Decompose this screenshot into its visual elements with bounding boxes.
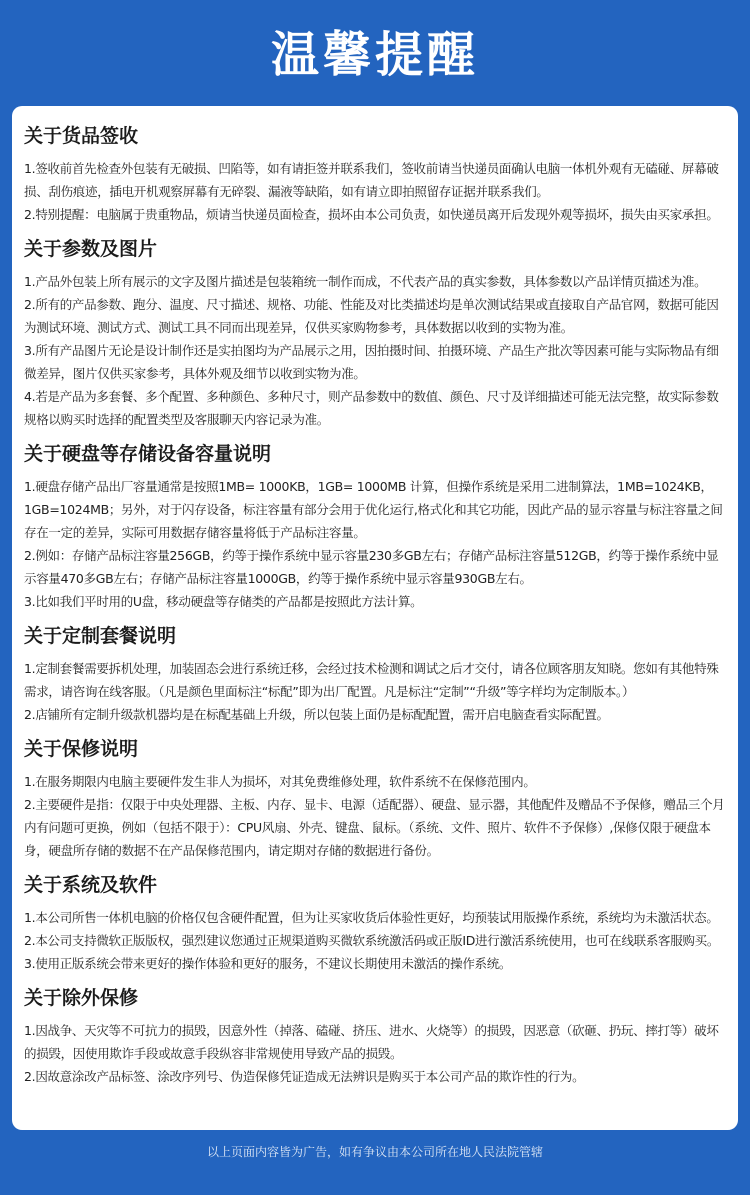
notice-section xyxy=(24,231,726,431)
section-paragraph: 2.特别提醒：电脑属于贵重物品，烦请当快递员面检查，损坏由本公司负责，如快递员离开后发现外观等损坏，损失由买家承担。 xyxy=(24,207,719,222)
section-heading: 关于除外保修 xyxy=(24,987,139,1009)
footer-disclaimer: 以上页面内容皆为广告，如有争议由本公司所在地人民法院管辖 xyxy=(206,1145,543,1159)
notice-section xyxy=(24,118,726,226)
section-paragraph: 3.比如我们平时用的U盘，移动硬盘等存储类的产品都是按照此方法计算。 xyxy=(24,594,423,609)
section-paragraph: 2.主要硬件是指：仅限于中央处理器、主板、内存、显卡、电源（适配器）、硬盘、显示器，其他配件及赠品不予保修，赠品三个月内有问题可更换，例如（包括不限于）：CPU风扇、外壳、键盘、鼠标。（系统、文件、照片、软件不予保修）,保修仅限于硬盘本身，硬盘所存储的数据不在产品保修范围内，请定期对存储的数据进行备份。 xyxy=(24,797,725,858)
notice-section xyxy=(24,731,726,862)
section-paragraph: 1.本公司所售一体机电脑的价格仅包含硬件配置，但为让买家收货后体验性更好，均预装试用版操作系统，系统均为未激活状态。 xyxy=(24,910,719,925)
section-heading: 关于保修说明 xyxy=(24,738,139,760)
section-paragraph: 2.本公司支持微软正版版权，强烈建议您通过正规渠道购买微软系统激活码或正版ID进行激活系统使用，也可在线联系客服购买。 xyxy=(24,933,720,948)
section-paragraph: 2.例如：存储产品标注容量256GB，约等于操作系统中显示容量230多GB左右；存储产品标注容量512GB，约等于操作系统中显示容量470多GB左右；存储产品标注容量1000GB，约等于操作系统中显示容量930GB左右。 xyxy=(24,548,719,586)
notice-section xyxy=(24,980,726,1088)
section-paragraph: 4.若是产品为多套餐、多个配置、多种颜色、多种尺寸，则产品参数中的数值、颜色、尺寸及详细描述可能无法完整，故实际参数规格以购买时选择的配置类型及客服聊天内容记录为准。 xyxy=(24,389,719,427)
section-paragraph: 3.所有产品图片无论是设计制作还是实拍图均为产品展示之用，因拍摄时间、拍摄环境、产品生产批次等因素可能与实际物品有细微差异，图片仅供买家参考，具体外观及细节以收到实物为准。 xyxy=(24,343,719,381)
notice-section xyxy=(24,867,726,975)
section-heading: 关于硬盘等存储设备容量说明 xyxy=(24,443,272,465)
section-paragraph: 2.店铺所有定制升级款机器均是在标配基础上升级，所以包装上面仍是标配配置，需开启电脑查看实际配置。 xyxy=(24,707,609,722)
notice-section xyxy=(24,436,726,613)
section-paragraph: 3.使用正版系统会带来更好的操作体验和更好的服务，不建议长期使用未激活的操作系统。 xyxy=(24,956,512,971)
section-paragraph: 2.所有的产品参数、跑分、温度、尺寸描述、规格、功能、性能及对比类描述均是单次测试结果或直接取自产品官网，数据可能因为测试环境、测试方式、测试工具不同而出现差异，仅供买家购物参考，具体数据以收到的实物为准。 xyxy=(24,297,719,335)
section-heading: 关于系统及软件 xyxy=(24,874,158,896)
section-paragraph: 1.签收前首先检查外包装有无破损、凹陷等，如有请拒签并联系我们，签收前请当快递员面确认电脑一体机外观有无磕碰、屏幕破损、刮伤痕迹，插电开机观察屏幕有无碎裂、漏液等缺陷，如有请立即拍照留存证据并联系我们。 xyxy=(24,161,719,199)
section-heading: 关于参数及图片 xyxy=(24,238,158,260)
section-heading: 关于货品签收 xyxy=(24,125,139,147)
notice-card xyxy=(12,106,738,1130)
section-paragraph: 2.因故意涂改产品标签、涂改序列号、伪造保修凭证造成无法辨识是购买于本公司产品的欺诈性的行为。 xyxy=(24,1069,585,1084)
section-heading: 关于定制套餐说明 xyxy=(24,625,177,647)
page-title: 温馨提醒 xyxy=(270,27,479,83)
section-paragraph: 1.产品外包装上所有展示的文字及图片描述是包装箱统一制作而成，不代表产品的真实参数，具体参数以产品详情页描述为准。 xyxy=(24,274,707,289)
notice-section xyxy=(24,618,726,726)
section-paragraph: 1.定制套餐需要拆机处理，加装固态会进行系统迁移，会经过技术检测和调试之后才交付，请各位顾客朋友知晓。您如有其他特殊需求，请咨询在线客服。（凡是颜色里面标注“标配”即为出厂配置。凡是标注“定制”“升级”等字样均为定制版本。） xyxy=(24,661,719,699)
section-paragraph: 1.在服务期限内电脑主要硬件发生非人为损坏，对其免费维修处理，软件系统不在保修范围内。 xyxy=(24,774,536,789)
section-paragraph: 1.因战争、天灾等不可抗力的损毁，因意外性（掉落、磕碰、挤压、进水、火烧等）的损毁，因恶意（砍砸、扔玩、摔打等）破坏的损毁，因使用欺诈手段或故意手段纵容非常规使用导致产品的损毁。 xyxy=(24,1023,719,1061)
section-paragraph: 1.硬盘存储产品出厂容量通常是按照1MB= 1000KB，1GB= 1000MB 计算，但操作系统是采用二进制算法，1MB=1024KB，1GB=1024MB；另外，对于闪存设备，标注容量有部分会用于优化运行,格式化和其它功能，因此产品的显示容量与标注容量之间存在一定的差异，实际可用数据存储容量将低于产品标注容量。 xyxy=(24,479,723,540)
